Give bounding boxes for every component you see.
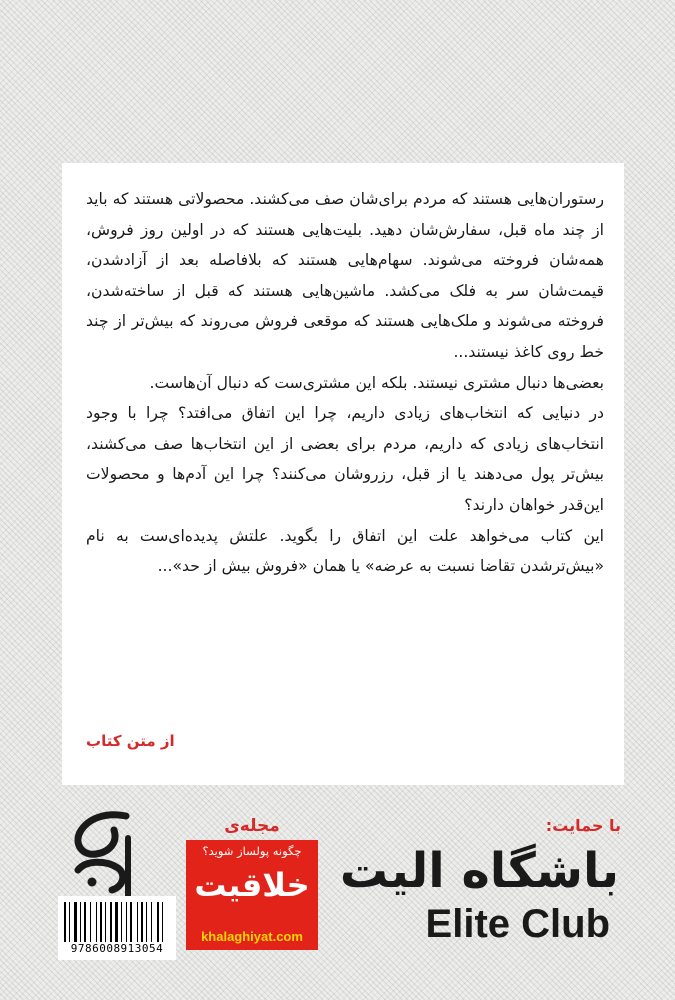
magazine-badge	[186, 816, 318, 948]
barcode-bar	[151, 902, 152, 942]
barcode-bar	[139, 902, 140, 942]
barcode-bar	[157, 902, 159, 942]
paragraph-2: بعضی‌ها دنبال مشتری نیستند. بلکه این مشتری‌ست که دنبال آن‌هاست.	[149, 373, 604, 392]
barcode-bar	[67, 902, 68, 942]
barcode-bar	[98, 902, 99, 942]
magazine-url: khalaghiyat.com	[201, 929, 303, 944]
barcode-bar	[80, 902, 81, 942]
source-credit: از متن کتاب	[86, 732, 175, 750]
barcode	[58, 896, 176, 960]
sponsor-label: با حمایت:	[545, 816, 621, 835]
back-cover-text	[86, 184, 604, 582]
barcode-bar	[84, 902, 86, 942]
barcode-bar	[96, 902, 97, 942]
barcode-bar	[110, 902, 112, 942]
barcode-bar	[100, 902, 102, 942]
barcode-bar	[141, 902, 143, 942]
barcode-bars	[64, 902, 170, 942]
barcode-bar	[105, 902, 106, 942]
barcode-bar	[71, 902, 73, 942]
paragraph-1: رستوران‌هایی هستند که مردم برای‌شان صف می‌کشند. محصولاتی هستند که باید از چند ماه قبل، سفارش‌شان دهید. بلیت‌هایی هستند که در اولین روز فروش، همه‌شان فروخته می‌شوند. سهام‌هایی هستند که بلافاصله بعد از آزادشدن، قیمت‌شان سر به فلک می‌کشد. ماشین‌هایی هستند که قبل از ساخته‌شدن، فروخته می‌شوند و ملک‌هایی هستند که موقعی فروش می‌روند که بیش‌تر از چند خط روی کاغذ نیستند...	[86, 190, 604, 361]
publisher-logo-icon	[66, 808, 138, 908]
barcode-bar	[64, 902, 66, 942]
barcode-bar	[160, 902, 161, 942]
barcode-bar	[103, 902, 104, 942]
magazine-logo: خلاقیت	[194, 866, 310, 904]
barcode-bar	[90, 902, 91, 942]
barcode-bar	[137, 902, 138, 942]
barcode-bar	[133, 902, 136, 942]
barcode-bar	[164, 902, 166, 942]
barcode-bar	[78, 902, 79, 942]
barcode-bar	[82, 902, 83, 942]
barcode-number: 9786008913054	[70, 942, 164, 955]
barcode-bar	[162, 902, 163, 942]
sponsor-name-persian: باشگاه الیت	[339, 843, 619, 899]
barcode-bar	[153, 902, 156, 942]
barcode-bar	[128, 902, 129, 942]
barcode-bar	[123, 902, 125, 942]
magazine-label: مجله‌ی	[224, 816, 280, 836]
barcode-bar	[144, 902, 145, 942]
barcode-bar	[119, 902, 120, 942]
barcode-bar	[74, 902, 77, 942]
barcode-bar	[92, 902, 95, 942]
barcode-bar	[130, 902, 132, 942]
barcode-bar	[69, 902, 70, 942]
sponsor-name-english: Elite Club	[425, 902, 610, 946]
barcode-bar	[113, 902, 114, 942]
barcode-bar	[107, 902, 109, 942]
paragraph-3: در دنیایی که انتخاب‌های زیادی داریم، چرا این اتفاق می‌افتد؟ چرا با وجود انتخاب‌های زیادی که داریم، مردم برای بعضی از این انتخاب‌ها صف می‌کشند، بیش‌تر پول می‌دهند یا از قبل، رزروشان می‌کنند؟ چرا این آدم‌ها و محصولات این‌قدر خواهان دارند؟	[86, 404, 604, 514]
paragraph-4: این کتاب می‌خواهد علت این اتفاق را بگوید. علتش پدیده‌ای‌ست به نام «بیش‌ترشدن تقاضا نسبت به عرضه» یا همان «فروش بیش از حد»...	[86, 526, 604, 576]
barcode-bar	[146, 902, 147, 942]
magazine-logo-box	[186, 840, 318, 950]
barcode-bar	[126, 902, 127, 942]
barcode-bar	[115, 902, 118, 942]
magazine-tagline: چگونه پولساز شوید؟	[202, 844, 302, 858]
barcode-bar	[148, 902, 150, 942]
publisher-logo-mark	[66, 808, 138, 908]
barcode-bar	[121, 902, 122, 942]
barcode-bar	[87, 902, 89, 942]
